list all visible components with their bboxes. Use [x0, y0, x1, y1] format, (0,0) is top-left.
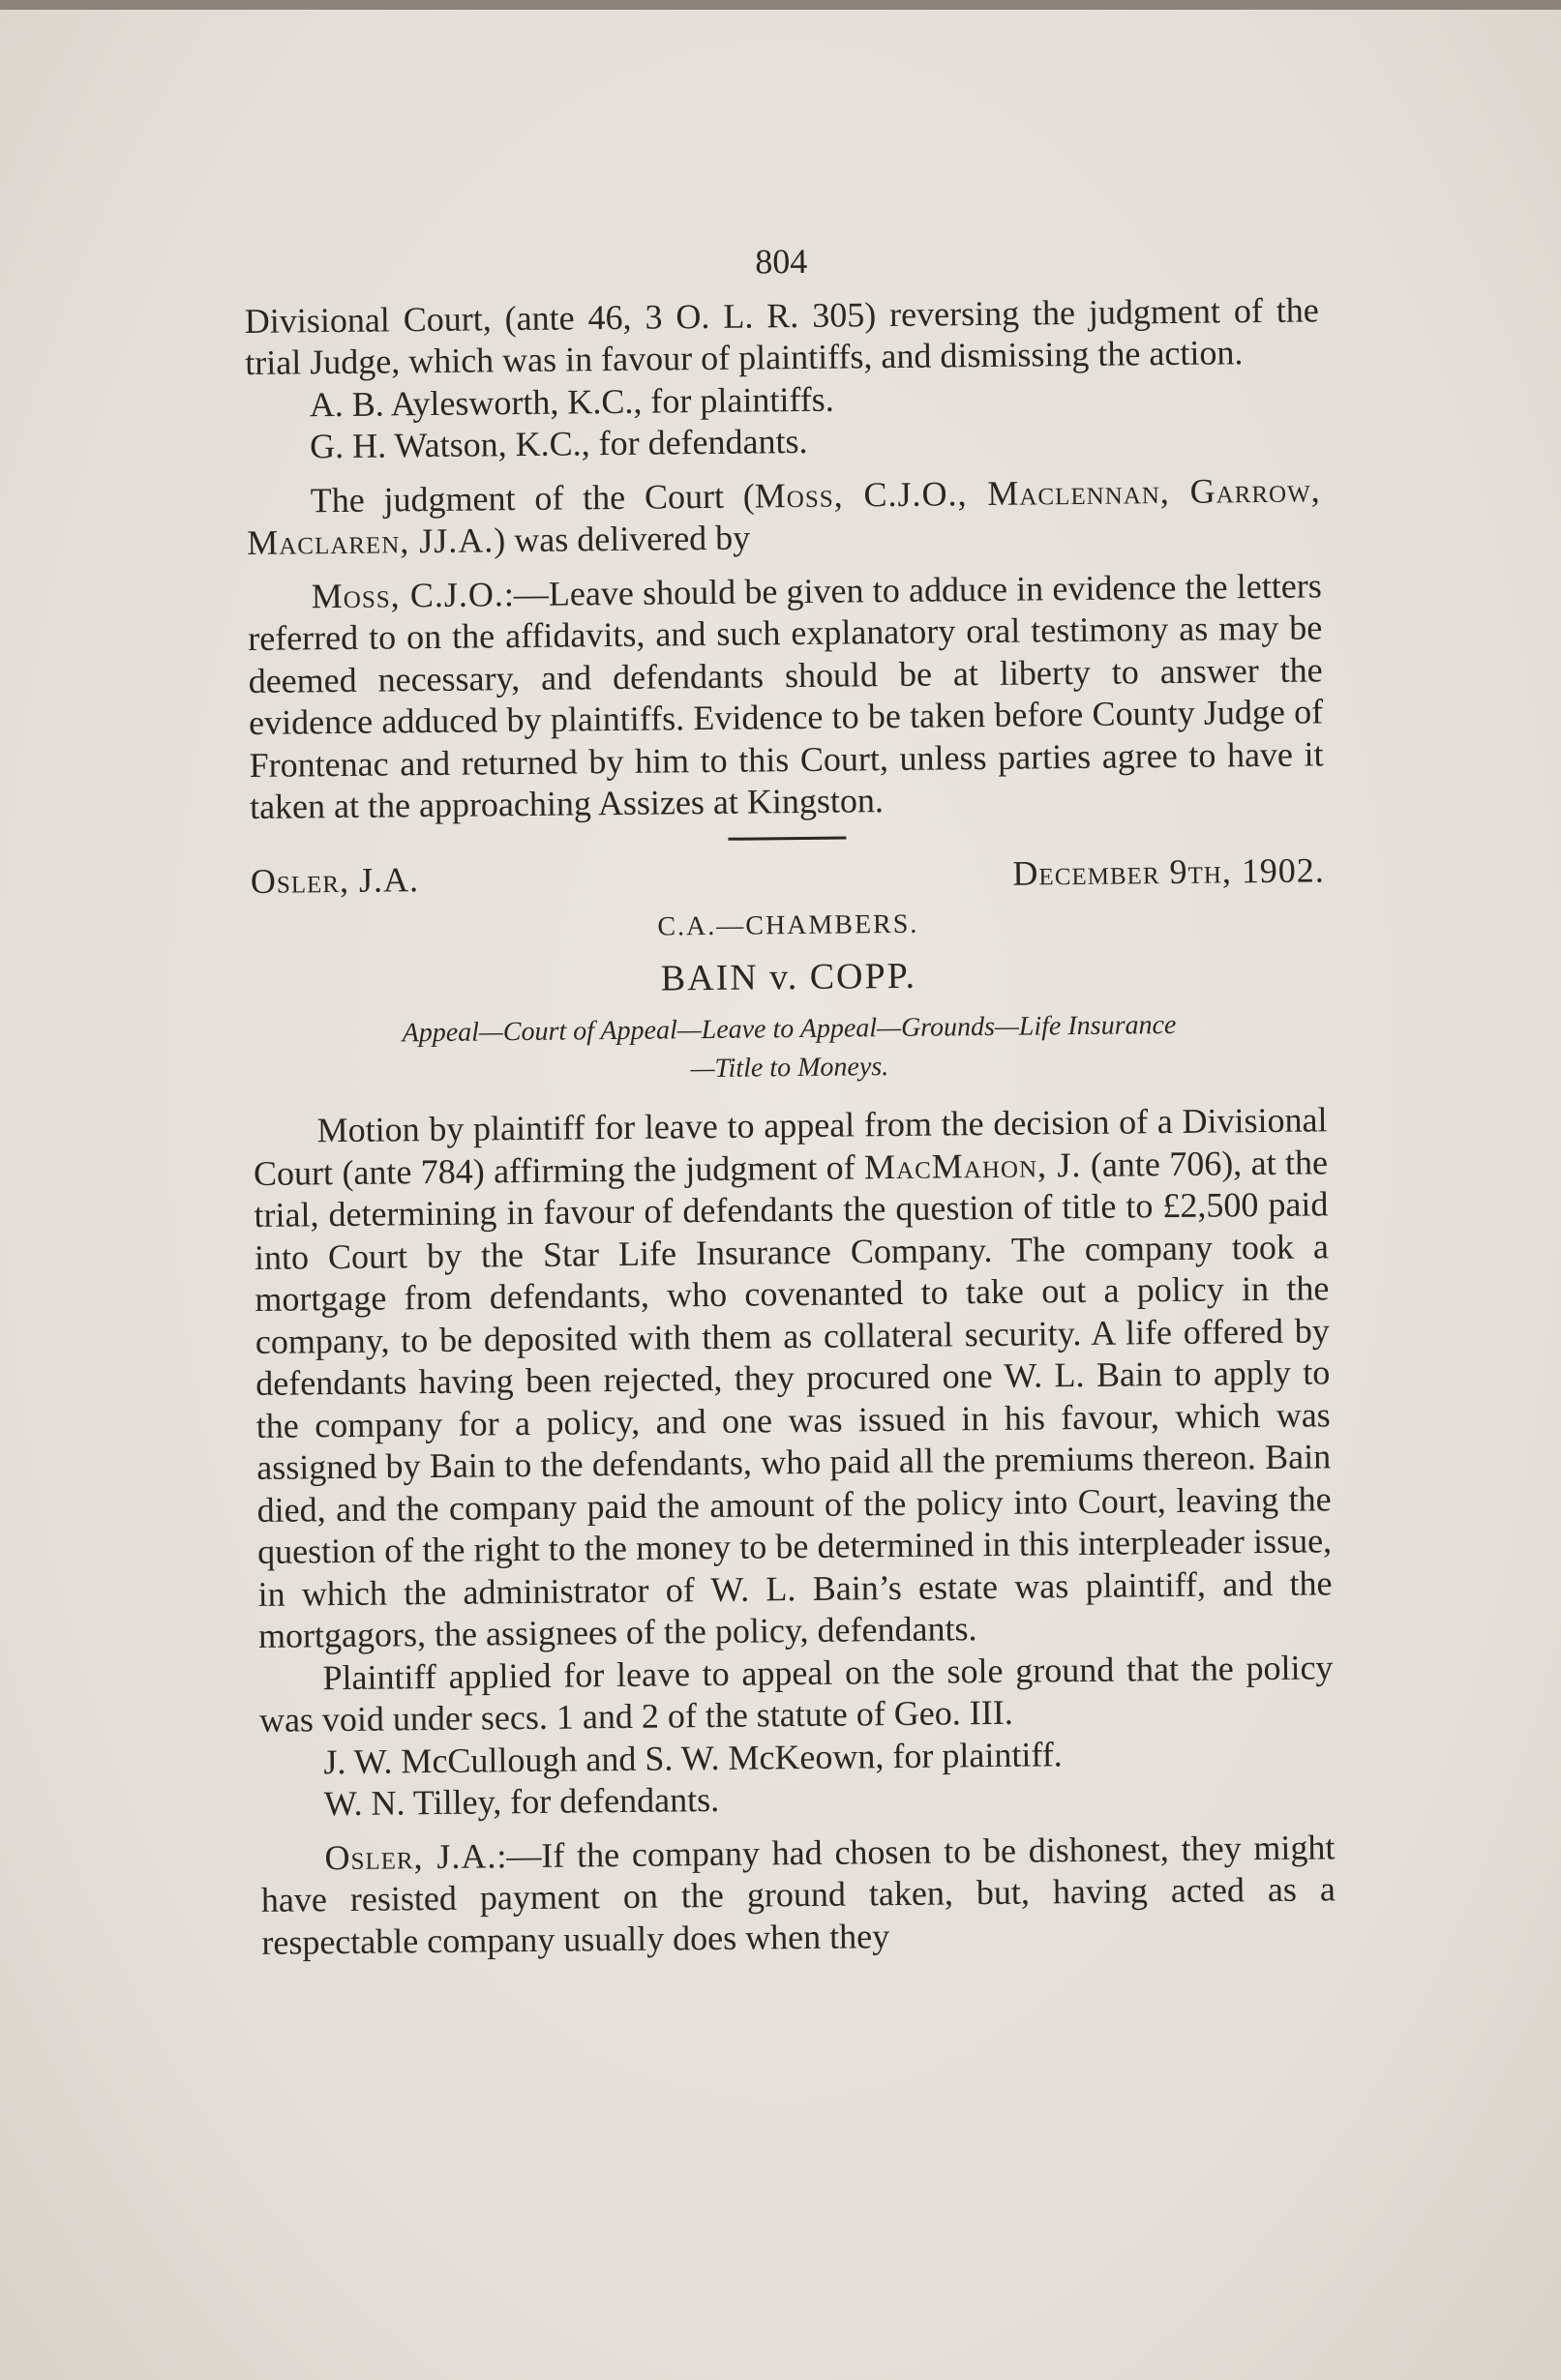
judgment-moss: Moss, C.J.O.:—Leave should be given to adduce in evidence the letters referred to on the affidavits, and such explanatory oral testimony as may be deemed necessary, and defendants should be at liberty to answer the evidence adduced by plaintiffs. Evidence to be taken before County Judge of Frontenac and returned by him to this Court, unless parties agree to have it taken at the approaching Assizes at Kingston.	[248, 565, 1324, 826]
judgment-delivery: The judgment of the Court (Moss, C.J.O., Maclennan, Garrow, Maclaren, JJ.A.) was delivered by	[246, 469, 1321, 562]
case-date: December 9th, 1902.	[1012, 849, 1326, 893]
paragraph-motion: Motion by plaintiff for leave to appeal from the decision of a Divisional Court (ante 784) affirming the judgment of MacMahon, J. (ante 706), at the trial, determining in favour of defendants the question of title to £2,500 paid into Court by the Star Life Insurance Company. The company took a mortgage from defendants, who covenanted to take out a policy in the company, to be deposited with them as collateral security. A life offered by defendants having been rejected, they procured one W. L. Bain to apply to the company for a policy, and one was issued in his favour, which was assigned by Bain to the defendants, who paid all the premiums thereon. Bain died, and the company paid the amount of the policy into Court, leaving the question of the right to the money to be determined in this interpleader issue, in which the administrator of W. L. Bain’s estate was plaintiff, and the mortgagors, the assignees of the policy, defendants.	[253, 1100, 1333, 1655]
counsel-plaintiff-2: J. W. McCullough and S. W. McKeown, for plaintiff.	[323, 1734, 1063, 1781]
section-divider	[728, 836, 846, 840]
case-header	[251, 849, 1325, 903]
counsel-defendants: G. H. Watson, K.C., for defendants.	[309, 421, 808, 466]
paragraph-opening: Divisional Court, (ante 46, 3 O. L. R. 305) reversing the judgment of the trial Judge, which was in favour of plaintiffs, and dismissing the action.	[244, 289, 1319, 382]
judge-name: Osler, J.A.	[250, 859, 420, 901]
counsel-plaintiffs: A. B. Aylesworth, K.C., for plaintiffs.	[309, 379, 834, 424]
page-number: 804	[754, 241, 808, 282]
case-syllabus: Appeal—Court of Appeal—Leave to Appeal—Grounds—Life Insurance —Title to Moneys.	[402, 1009, 1177, 1085]
page-content	[244, 235, 1336, 1964]
court-division: C.A.—CHAMBERS.	[657, 908, 919, 942]
scan-edge	[0, 0, 1561, 10]
case-title: BAIN v. COPP.	[660, 955, 917, 999]
judgment-osler: Osler, J.A.:—If the company had chosen to be dishonest, they might have resisted payment on the ground taken, but, having acted as a respectable company usually does when they	[260, 1827, 1336, 1962]
paragraph-ground: Plaintiff applied for leave to appeal on the sole ground that the policy was void under secs. 1 and 2 of the statute of Geo. III.	[258, 1647, 1334, 1740]
counsel-defendants-2: W. N. Tilley, for defendants.	[323, 1779, 720, 1824]
